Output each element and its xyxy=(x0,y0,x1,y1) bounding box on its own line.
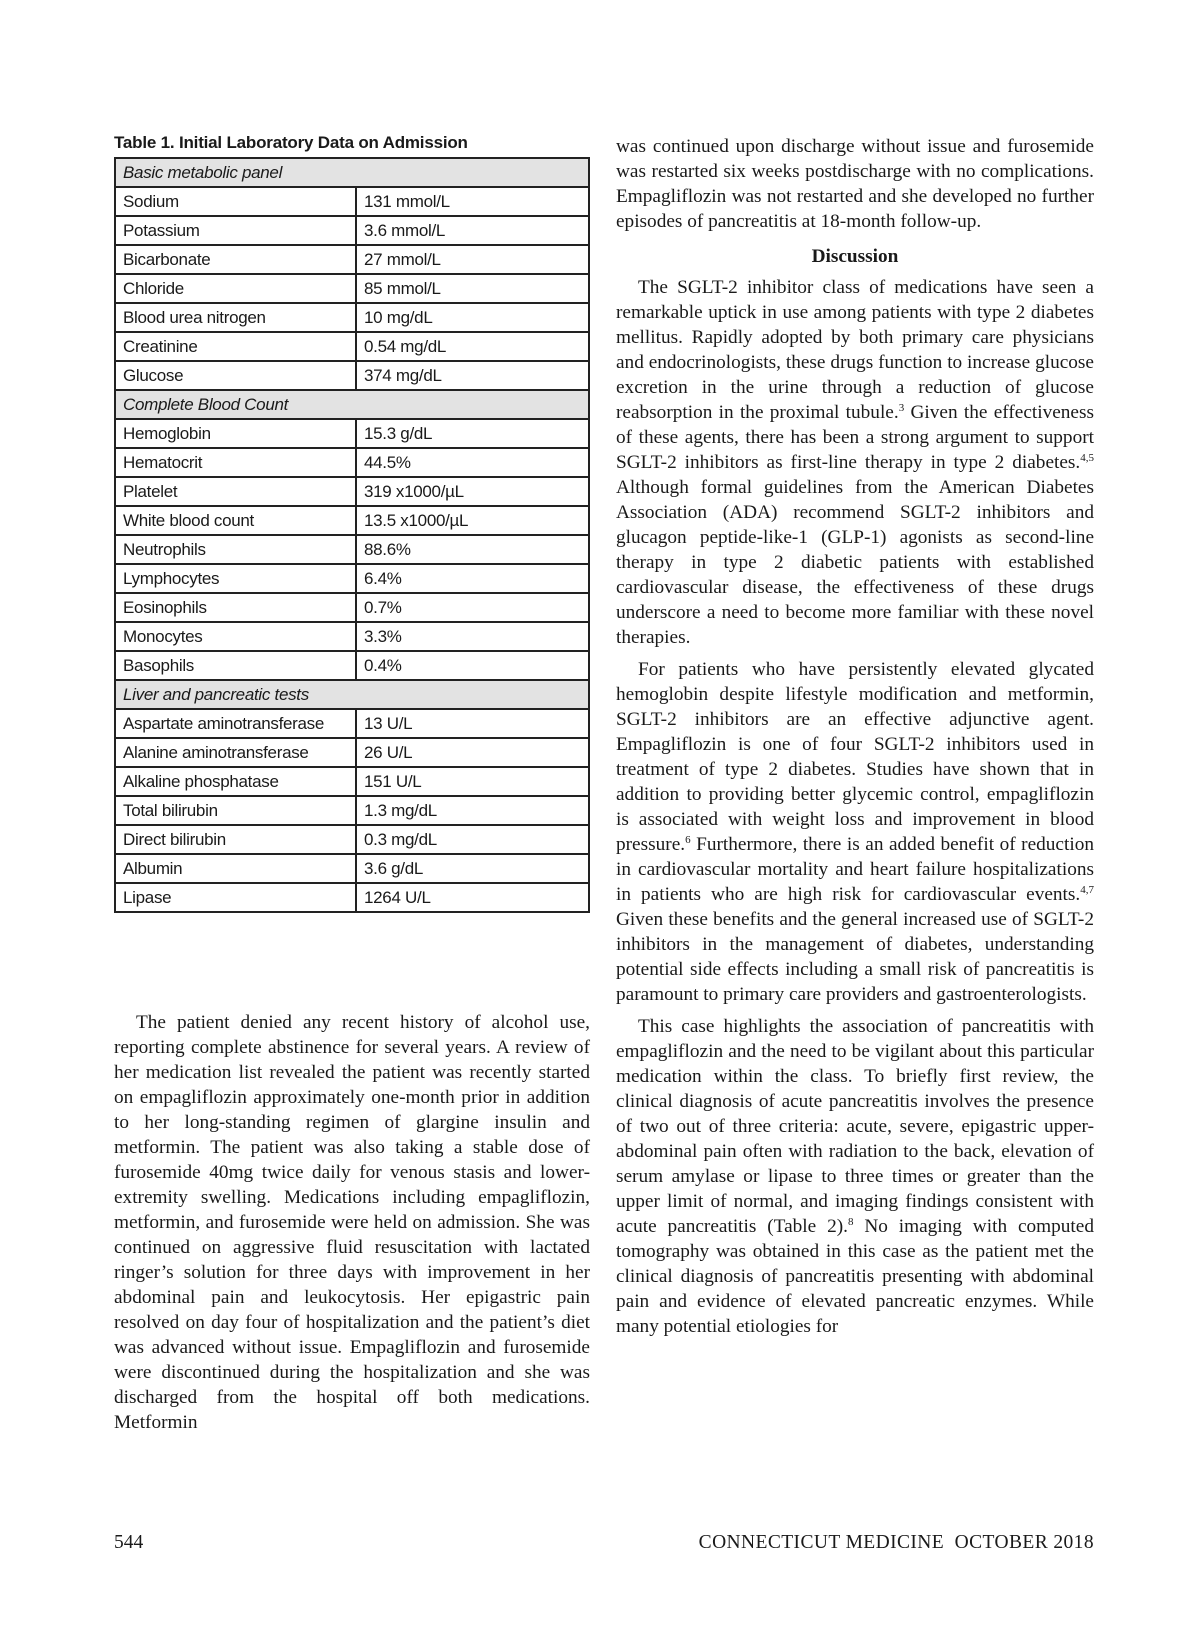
lab-test-name: Sodium xyxy=(115,187,356,216)
table-row xyxy=(115,738,589,767)
journal-name: CONNECTICUT MEDICINE xyxy=(698,1532,945,1553)
lab-test-name: Total bilirubin xyxy=(115,796,356,825)
paragraph: For patients who have persistently elevated glycated hemoglobin despite lifestyle modification and metformin, SGLT-2 inhibitors are an effective adjunctive agent. Empagliflozin is one of four SGLT-2 inhibitors used in treatment of type 2 diabetes. Studies have shown that in addition to providing better glycemic control, empagliflozin is associated with weight loss and improvement in blood pressure.$^6$ Furthermore, there is an added benefit of reduction in cardiovascular mortality and heart failure hospitalizations in patients who are high risk for cardiovascular events.$^{4,7}$ Given these benefits and the general increased use of SGLT-2 inhibitors in the management of diabetes, understanding potential side effects including a small risk of pancreatitis is paramount to primary care providers and gastroenterologists. xyxy=(616,659,1094,1005)
lab-test-name: Direct bilirubin xyxy=(115,825,356,854)
lab-test-value: 1264 U/L xyxy=(356,883,589,912)
table-row xyxy=(115,535,589,564)
lab-test-name: Alkaline phosphatase xyxy=(115,767,356,796)
table-row xyxy=(115,593,589,622)
citation: 4,5 xyxy=(1080,452,1094,464)
lab-test-value: 0.3 mg/dL xyxy=(356,825,589,854)
table-row xyxy=(115,767,589,796)
lab-test-value: 0.4% xyxy=(356,651,589,680)
lab-test-name: Glucose xyxy=(115,361,356,390)
lab-test-value: 0.54 mg/dL xyxy=(356,332,589,361)
lab-test-name: Monocytes xyxy=(115,622,356,651)
lab-test-name: Neutrophils xyxy=(115,535,356,564)
table-row xyxy=(115,332,589,361)
table-container xyxy=(114,133,590,913)
lab-test-value: 374 mg/dL xyxy=(356,361,589,390)
lab-test-value: 44.5% xyxy=(356,448,589,477)
lab-test-value: 10 mg/dL xyxy=(356,303,589,332)
lab-test-name: Blood urea nitrogen xyxy=(115,303,356,332)
paragraph: was continued upon discharge without issue and furosemide was restarted six weeks postdischarge with no complications. Empagliflozin was not restarted and she developed no further episodes of pancreatitis at 18-month follow-up. xyxy=(616,136,1094,232)
table-row xyxy=(115,274,589,303)
lab-test-value: 13.5 x1000/µL xyxy=(356,506,589,535)
lab-test-name: Aspartate aminotransferase xyxy=(115,709,356,738)
lab-test-value: 88.6% xyxy=(356,535,589,564)
lab-test-value: 26 U/L xyxy=(356,738,589,767)
paragraph: The patient denied any recent history of alcohol use, reporting complete abstinence for several years. A review of her medication list revealed the patient was recently started on empagliflozin approximately one-month prior in addition to her long-standing regimen of glargine insulin and metformin. The patient was also taking a stable dose of furosemide 40mg twice daily for venous stasis and lower-extremity swelling. Medications including empagliflozin, metformin, and furosemide were held on admission. She was continued on aggressive fluid resuscitation with lactated ringer’s solution for three days with improvement in her abdominal pain and leukocytosis. Her epigastric pain resolved on day four of hospitalization and the patient’s diet was advanced without issue. Empagliflozin and furosemide were discontinued during the hospitalization and she was discharged from the hospital off both medications. Metformin xyxy=(114,1012,590,1433)
table-section-header xyxy=(115,390,589,419)
table-section-header xyxy=(115,158,589,187)
table-row xyxy=(115,883,589,912)
left-column-text xyxy=(114,1010,590,1442)
lab-test-name: Basophils xyxy=(115,651,356,680)
lab-test-name: Lipase xyxy=(115,883,356,912)
table-row xyxy=(115,303,589,332)
table-row xyxy=(115,854,589,883)
table-row xyxy=(115,245,589,274)
table-row xyxy=(115,361,589,390)
lab-test-name: Lymphocytes xyxy=(115,564,356,593)
lab-test-value: 3.6 g/dL xyxy=(356,854,589,883)
lab-test-value: 151 U/L xyxy=(356,767,589,796)
table-section-header xyxy=(115,680,589,709)
lab-test-name: Creatinine xyxy=(115,332,356,361)
lab-test-name: Bicarbonate xyxy=(115,245,356,274)
lab-test-name: Potassium xyxy=(115,216,356,245)
lab-table xyxy=(114,157,590,913)
table-row xyxy=(115,622,589,651)
table-row xyxy=(115,216,589,245)
citation: 4,7 xyxy=(1080,884,1094,896)
issue-date: OCTOBER 2018 xyxy=(954,1532,1094,1553)
table-row xyxy=(115,564,589,593)
right-column-text xyxy=(616,134,1094,1346)
citation: 6 xyxy=(685,834,691,846)
table-row xyxy=(115,448,589,477)
lab-test-value: 85 mmol/L xyxy=(356,274,589,303)
page-number: 544 xyxy=(114,1532,144,1553)
lab-test-name: Hematocrit xyxy=(115,448,356,477)
table-row xyxy=(115,709,589,738)
table-row xyxy=(115,477,589,506)
lab-test-value: 15.3 g/dL xyxy=(356,419,589,448)
lab-test-value: 6.4% xyxy=(356,564,589,593)
paragraph: The SGLT-2 inhibitor class of medications have seen a remarkable uptick in use among patients with type 2 diabetes mellitus. Rapidly adopted by both primary care physicians and endocrinologists, these drugs function to increase glucose excretion in the urine through a reduction of glucose reabsorption in the proximal tubule.$^3$ Given the effectiveness of these agents, there has been a strong argument to support SGLT-2 inhibitors as first-line therapy in type 2 diabetes.$^{4,5}$ Although formal guidelines from the American Diabetes Association (ADA) recommend SGLT-2 inhibitors and glucagon peptide-like-1 (GLP-1) agonists as second-line therapy in type 2 diabetic patients with established cardiovascular disease, the effectiveness of these drugs underscore a need to become more familiar with these novel therapies. xyxy=(616,277,1094,648)
lab-test-name: Platelet xyxy=(115,477,356,506)
paragraph: This case highlights the association of pancreatitis with empagliflozin and the need to be vigilant about this particular medication within the class. To briefly first review, the clinical diagnosis of acute pancreatitis involves the presence of two out of three criteria: acute, severe, epigastric upper-abdominal pain often with radiation to the back, elevation of serum amylase or lipase to three times or greater than the upper limit of normal, and imaging findings consistent with acute pancreatitis (Table 2).$^8$ No imaging with computed tomography was obtained in this case as the patient met the clinical diagnosis of pancreatitis presenting with abdominal pain and evidence of elevated pancreatic enzymes. While many potential etiologies for xyxy=(616,1016,1094,1337)
section-label: Complete Blood Count xyxy=(115,390,589,419)
lab-test-name: Albumin xyxy=(115,854,356,883)
table-row xyxy=(115,825,589,854)
table-row xyxy=(115,419,589,448)
lab-test-value: 319 x1000/µL xyxy=(356,477,589,506)
lab-test-value: 3.3% xyxy=(356,622,589,651)
running-footer xyxy=(699,1532,1094,1554)
lab-test-value: 27 mmol/L xyxy=(356,245,589,274)
lab-test-value: 131 mmol/L xyxy=(356,187,589,216)
lab-test-name: Alanine aminotransferase xyxy=(115,738,356,767)
citation: 8 xyxy=(847,1216,854,1228)
section-label: Basic metabolic panel xyxy=(115,158,589,187)
lab-test-value: 1.3 mg/dL xyxy=(356,796,589,825)
lab-test-value: 3.6 mmol/L xyxy=(356,216,589,245)
table-row xyxy=(115,651,589,680)
lab-test-value: 0.7% xyxy=(356,593,589,622)
table-row xyxy=(115,187,589,216)
lab-test-name: Chloride xyxy=(115,274,356,303)
citation: 3 xyxy=(898,402,905,414)
table-row xyxy=(115,796,589,825)
lab-test-value: 13 U/L xyxy=(356,709,589,738)
lab-test-name: Eosinophils xyxy=(115,593,356,622)
table-row xyxy=(115,506,589,535)
lab-test-name: Hemoglobin xyxy=(115,419,356,448)
section-heading: Discussion xyxy=(811,246,899,267)
table-title: Table 1. Initial Laboratory Data on Admission xyxy=(114,133,468,152)
section-label: Liver and pancreatic tests xyxy=(115,680,589,709)
lab-test-name: White blood count xyxy=(115,506,356,535)
